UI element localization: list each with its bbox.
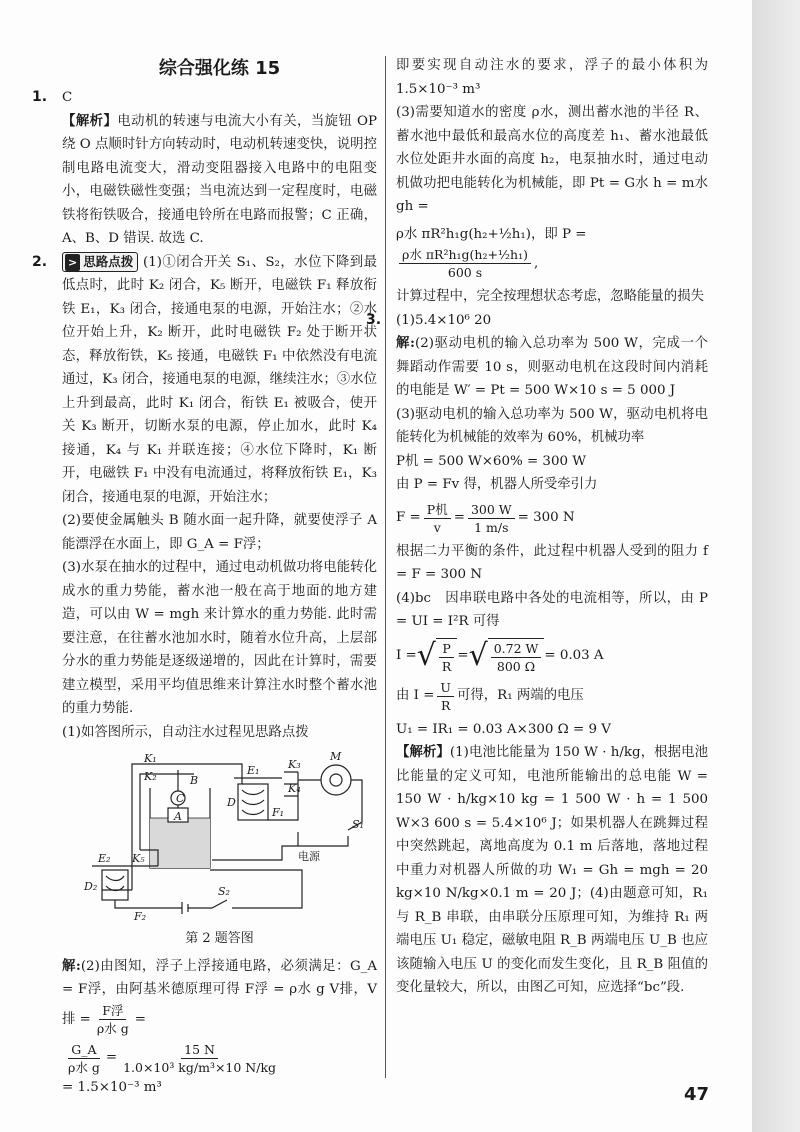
question-3: [366, 309, 708, 1000]
page-title: 综合强化练 15: [158, 58, 281, 79]
label-s1: S₁: [352, 818, 364, 831]
q3-voltage-equation: 由 I = $\frac{U}{R}$ 可得，R₁ 两端的电压: [396, 679, 584, 713]
label-a: A: [174, 810, 182, 823]
question-number: 2.: [32, 253, 48, 270]
question-2: [32, 251, 378, 1100]
fraction: $\frac{G\_A}{\text{ρ水 g}}$: [68, 1041, 100, 1075]
page-number: 47: [684, 1084, 710, 1105]
label-f2: F₂: [134, 910, 147, 923]
q2-continued: 即要实现自动注水的要求，浮子的最小体积为 1.5×10⁻³ m³: [396, 58, 708, 97]
analysis-tag: 【解析】: [62, 112, 118, 129]
q3-s1: 解:(2)驱动电机的输入总功率为 500 W，完成一个舞蹈动作需要 10 s，则驱动电机在这段时间内消耗的电能是 W′ = Pt = 500 W×10 s = 5 000 J: [396, 335, 708, 398]
label-b: B: [190, 774, 199, 787]
q1-analysis: [62, 110, 377, 251]
label-k4: K₄: [288, 782, 301, 795]
analysis-tag: 【解析】: [396, 744, 450, 760]
right-column: [366, 54, 708, 1000]
hint-tag: > 思路点拨: [62, 252, 138, 272]
label-d2: D₂: [84, 880, 98, 893]
q3-s6: (4)bc 因串联电路中各处的电流相等，所以，由 P = UI = I²R 可得: [396, 590, 708, 629]
q2-power-equation: ρ水 πR²h₁g(h₂+½h₁)，即 P = $\frac{\text{ρ水 πR²h₁g(h₂+½h₁)}}{600 s}$ ,: [396, 226, 587, 280]
q3-force-equation: F = $\frac{\text{P机}}{v}$ = $\frac{300 W}{1 m/s}$ = 300 N: [396, 501, 575, 535]
label-f1: F₁: [272, 806, 285, 819]
q3-s4: 由 P = Fv 得，机器人所受牵引力: [396, 477, 598, 492]
sqrt: √ $\frac{P}{R}$: [417, 638, 458, 675]
q3-analysis: 【解析】(1)电池比能量为 150 W · h/kg，根据电池比能量的定义可知，电池所能输出的总电能 W = 150 W · h/kg×10 kg = 1 500 W · h = 1 500 W×3 600 s = 5.4×10⁶ J；如果机器人在跳舞过程中突然跳起，离地高度为 0.1 m 后落地，落地过程中重力对机器人所做的功 W₁ = Gh = mgh = 20 kg×10 N/kg×0.1 m = 20 J；(4)由题意可知，R₁ 与 R_B 串联，由串联分压原理可知，为维持 R₁ 两端电压 U₁ 稳定，磁敏电阻 R_B 两端电压 U_B 也应该随输入电压 U 的变化而发生变化，且 R_B 阻值的变化量较大，所以，由图乙可知，应选择“bc”段.: [396, 744, 708, 995]
q2-p5: (3)需要知道水的密度 ρ水，测出蓄水池的半径 R、蓄水池中最低和最高水位的高度差 h₁、蓄水池最低水位处距井水面的高度 h₂，电泵抽水时，通过电动机做功把电能转化为机械能，即 Pt = G水 h = m水 gh =: [396, 105, 708, 214]
question-number: 1.: [32, 89, 48, 105]
fraction: $\frac{\text{ρ水 πR²h₁g(h₂+½h₁)}}{600 s}$: [399, 246, 531, 281]
q3-s7: U₁ = IR₁ = 0.03 A×300 Ω = 9 V: [396, 721, 611, 737]
q2-solution: 解:(2)由图知，浮子上浮接通电路，必须满足：G_A = F浮，由阿基米德原理可得 F浮 = ρ水 g V排，V排 = $\frac{\text{F浮}}{\text{ρ水 g}}$ =: [62, 957, 378, 1036]
q1-answer: C: [62, 90, 73, 105]
circuit-diagram: [62, 750, 377, 925]
q3-s2: (3)驱动电机的输入总功率为 500 W，驱动电机将电能转化为机械能的效率为 60%，机械功率: [396, 406, 708, 445]
column-divider: [385, 56, 386, 1078]
label-power: 电源: [298, 850, 320, 863]
question-number: 3.: [366, 311, 382, 328]
q3-answer: (1)5.4×10⁶ 20: [396, 312, 492, 328]
label-e2: E₂: [98, 852, 111, 865]
fraction: $\frac{\text{P机}}{v}$: [424, 501, 451, 536]
left-column: [32, 54, 378, 1103]
label-s2: S₂: [218, 885, 230, 898]
solution-tag: 解:: [396, 335, 415, 351]
arrow-icon: >: [65, 254, 80, 271]
circuit-svg: [62, 750, 377, 925]
question-1: [32, 86, 378, 251]
fraction: $\frac{\text{F浮}}{\text{ρ水 g}}$: [96, 1002, 129, 1036]
fraction: $\frac{300 W}{1 m/s}$: [468, 501, 515, 536]
label-e1: E₁: [247, 764, 260, 777]
q2-p2: (2)要使金属触头 B 随水面一起升降，就要使浮子 A 能漂浮在水面上，即 G_A = F浮；: [62, 513, 377, 552]
label-k2: K₂: [144, 770, 157, 783]
fraction: $\frac{U}{R}$: [437, 679, 454, 714]
q2-p4: (1)如答图所示，自动注水过程见思路点拨: [62, 724, 309, 740]
q2-hint: [62, 251, 377, 510]
label-k1: K₁: [144, 752, 157, 765]
label-k5: K₅: [132, 852, 145, 865]
q3-s5: 根据二力平衡的条件，此过程中机器人受到的阻力 f = F = 300 N: [396, 543, 708, 582]
page-edge: [752, 0, 800, 1132]
q1-analysis-text: 电动机的转速与电流大小有关，当旋钮 OP 绕 O 点顺时针方向转动时，电动机转速变快，说明控制电路电流变大，滑动变阻器接入电路中的电阻变小，电磁铁磁性变强；当电流达到一定程度时，电磁铁将衔铁吸合，接通电铃所在电路而报警；C 正确，A、B、D 错误. 故选 C.: [62, 113, 378, 246]
fraction: $\frac{15 N}{\text{1.0×10³ kg/m³×10 N/kg}}$: [123, 1041, 277, 1075]
label-m: M: [330, 750, 342, 763]
solution-tag: 解:: [62, 957, 81, 974]
figure-caption: 第 2 题答图: [185, 931, 254, 946]
label-d: D: [227, 796, 236, 809]
q3-current-equation: I = √ $\frac{P}{R}$ = √ $\frac{0.72 W}{800 \Omega}$ = 0.03 A: [396, 638, 604, 674]
q2-p6: 计算过程中，完全按理想状态考虑，忽略能量的损失: [396, 289, 704, 304]
q2-hint-text: (1)①闭合开关 S₁、S₂，水位下降到最低点时，此时 K₂ 闭合，K₅ 断开，电磁铁 F₁ 释放衔铁 E₁，K₃ 闭合，接通电泵的电源，开始注水；②水位开始上升，K₂ 断开，此时电磁铁 F₂ 处于断开状态，释放衔铁，K₅ 接通，电磁铁 F₁ 中依然没有电流通过，K₃ 闭合，接通电泵的电源，继续注水；③水位上升到最高，此时 K₁ 闭合，衔铁 E₁ 被吸合，使开关 K₃ 断开，切断水泵的电源，停止加水，此时 K₄ 接通，K₄ 与 K₁ 并联连接；④水位下降时，K₁ 断开，电磁铁 F₁ 中没有电流通过，将释放衔铁 E₁，K₃ 闭合，接通电泵的电源，开始注水；: [62, 254, 377, 505]
label-c: C: [176, 792, 185, 805]
q2-volume-equation: $\frac{G\_A}{\text{ρ水 g}}$ = $\frac{15 N}{\text{1.0×10³ kg/m³×10 N/kg}}$ = 1.5×10⁻³ m³: [62, 1041, 377, 1100]
label-k3: K₃: [288, 758, 301, 771]
q2-p3: (3)水泵在抽水的过程中，通过电动机做功将电能转化成水的重力势能，蓄水池一般在高于地面的地方建造，可以由 W = mgh 来计算水的重力势能. 此时需要注意，在往蓄水池加水时，随着水位升高，上层部分水的重力势能是逐级递增的，因此在计算时，需要建立模型，采用平均值思维来计算注水时整个蓄水池的重力势能.: [62, 560, 377, 716]
sqrt: √ $\frac{0.72 W}{800 \Omega}$: [469, 638, 545, 675]
q3-s3: P机 = 500 W×60% = 300 W: [396, 453, 587, 469]
